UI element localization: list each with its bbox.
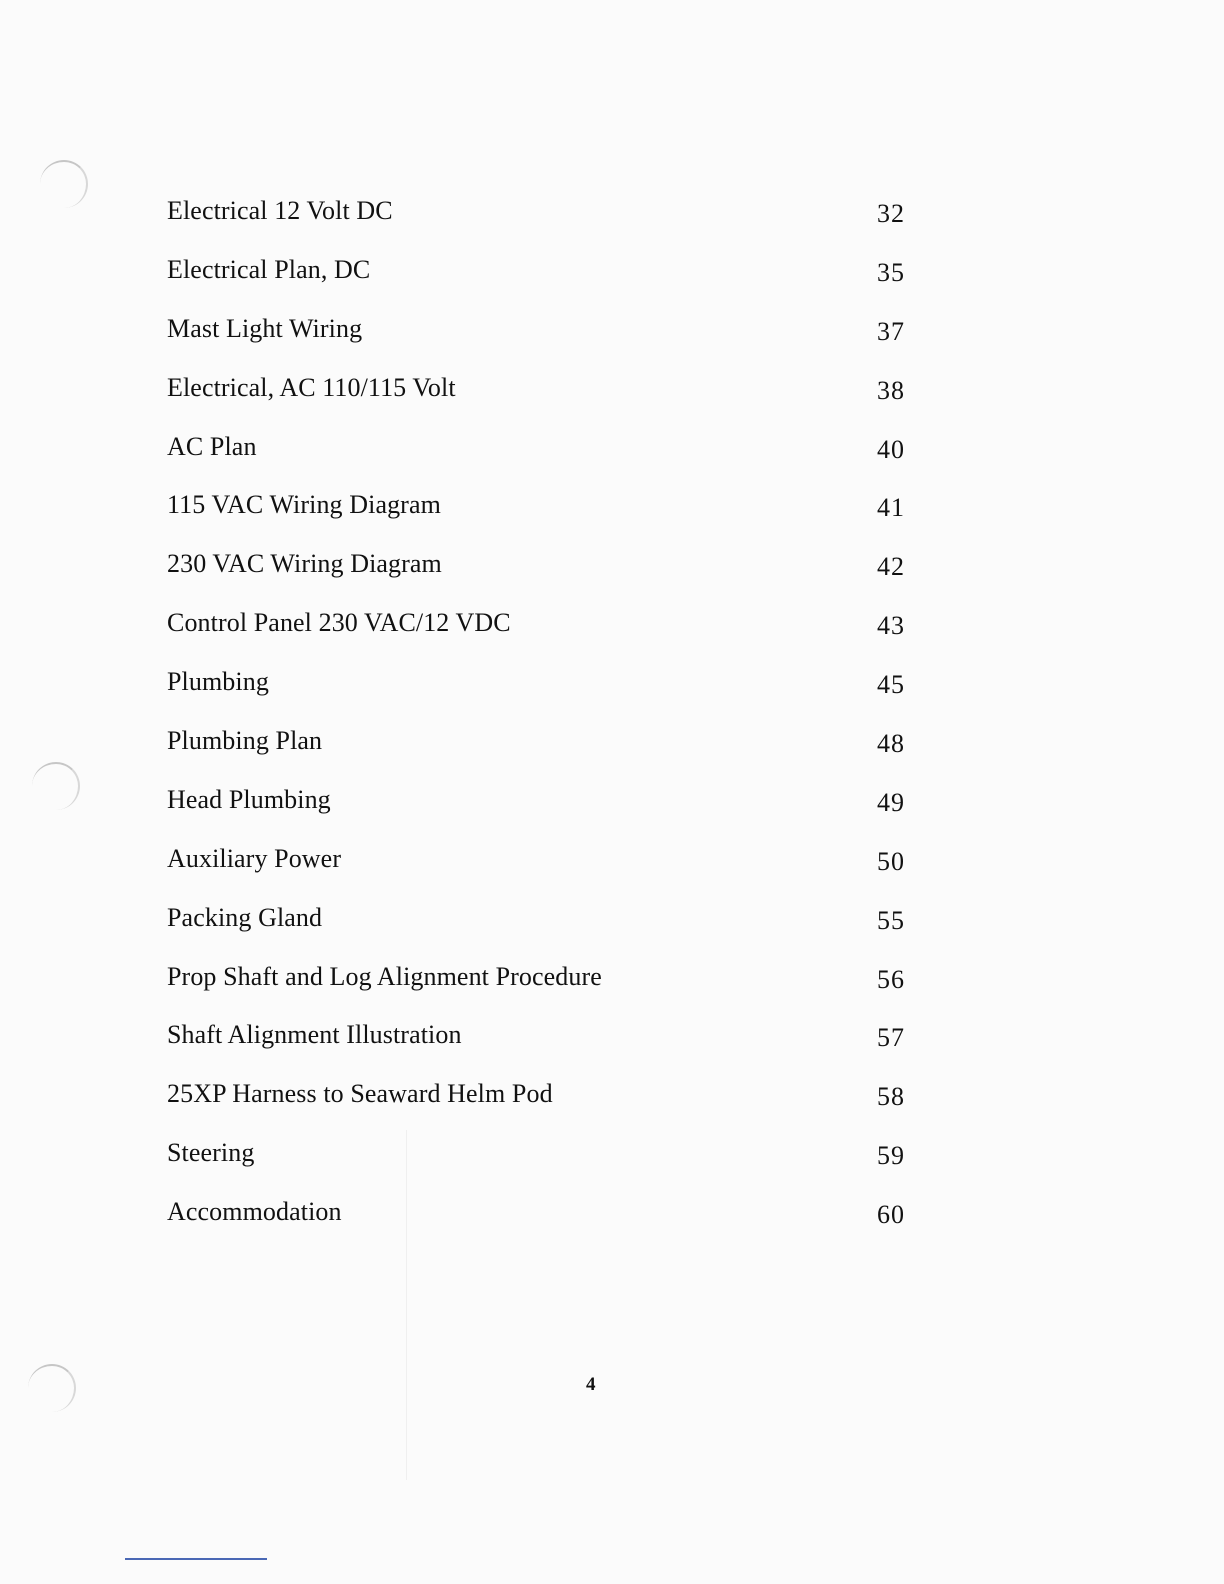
toc-entry[interactable]: [167, 897, 907, 956]
toc-entry[interactable]: [167, 602, 907, 661]
toc-entry-page: 60: [877, 1200, 905, 1230]
toc-entry-title: 25XP Harness to Seaward Helm Pod: [167, 1079, 553, 1109]
toc-entry-title: Mast Light Wiring: [167, 313, 363, 343]
toc-entry[interactable]: [167, 838, 907, 897]
toc-entry[interactable]: [167, 484, 907, 543]
toc-entry-title: Packing Gland: [167, 902, 323, 932]
toc-entry-page: 42: [877, 552, 905, 582]
toc-entry-title: Control Panel 230 VAC/12 VDC: [167, 608, 511, 638]
toc-entry-page: 59: [877, 1141, 905, 1171]
toc-entry[interactable]: [167, 661, 907, 720]
toc-entry-page: 32: [877, 199, 905, 228]
toc-entry[interactable]: [167, 1073, 907, 1132]
toc-entry-title: Plumbing: [167, 667, 269, 697]
toc-entry[interactable]: [167, 367, 907, 426]
toc-entry[interactable]: [167, 720, 907, 779]
toc-entry-page: 58: [877, 1082, 905, 1112]
toc-entry-title: Plumbing Plan: [167, 726, 323, 756]
toc-entry-page: 56: [877, 964, 905, 994]
table-of-contents: [167, 190, 907, 1250]
bottom-rule-line: [125, 1558, 267, 1560]
toc-entry-page: 38: [877, 375, 905, 405]
toc-entry-page: 49: [877, 787, 905, 817]
toc-entry-page: 50: [877, 846, 905, 876]
toc-entry-page: 48: [877, 729, 905, 759]
toc-entry-page: 40: [877, 434, 905, 464]
toc-entry-title: Electrical 12 Volt DC: [167, 196, 393, 225]
toc-entry[interactable]: [167, 1191, 907, 1250]
toc-entry[interactable]: [167, 426, 907, 485]
toc-entry[interactable]: [167, 190, 907, 249]
punch-hole-mark: [40, 160, 88, 208]
toc-entry-title: Shaft Alignment Illustration: [167, 1020, 462, 1050]
toc-entry-title: Steering: [167, 1138, 255, 1168]
toc-entry-page: 41: [877, 493, 905, 523]
toc-entry-title: 230 VAC Wiring Diagram: [167, 549, 442, 579]
toc-entry[interactable]: [167, 779, 907, 838]
toc-entry-title: Prop Shaft and Log Alignment Procedure: [167, 961, 602, 991]
toc-entry[interactable]: [167, 308, 907, 367]
toc-entry-title: 115 VAC Wiring Diagram: [167, 490, 441, 520]
toc-entry[interactable]: [167, 1014, 907, 1073]
toc-entry[interactable]: [167, 543, 907, 602]
punch-hole-mark: [28, 1364, 76, 1412]
toc-entry-page: 45: [877, 670, 905, 700]
toc-entry-page: 37: [877, 316, 905, 346]
toc-entry[interactable]: [167, 956, 907, 1015]
toc-entry-title: Electrical Plan, DC: [167, 254, 371, 284]
toc-entry-page: 35: [877, 257, 905, 287]
toc-entry-title: AC Plan: [167, 431, 257, 461]
toc-entry-page: 43: [877, 611, 905, 641]
toc-entry-page: 57: [877, 1023, 905, 1053]
toc-entry[interactable]: [167, 249, 907, 308]
toc-entry[interactable]: [167, 1132, 907, 1191]
page-number: 4: [586, 1374, 596, 1395]
punch-hole-mark: [32, 762, 80, 810]
toc-entry-title: Accommodation: [167, 1197, 342, 1227]
toc-entry-title: Head Plumbing: [167, 784, 331, 814]
toc-entry-page: 55: [877, 905, 905, 935]
toc-entry-title: Auxiliary Power: [167, 843, 342, 873]
toc-entry-title: Electrical, AC 110/115 Volt: [167, 372, 456, 402]
